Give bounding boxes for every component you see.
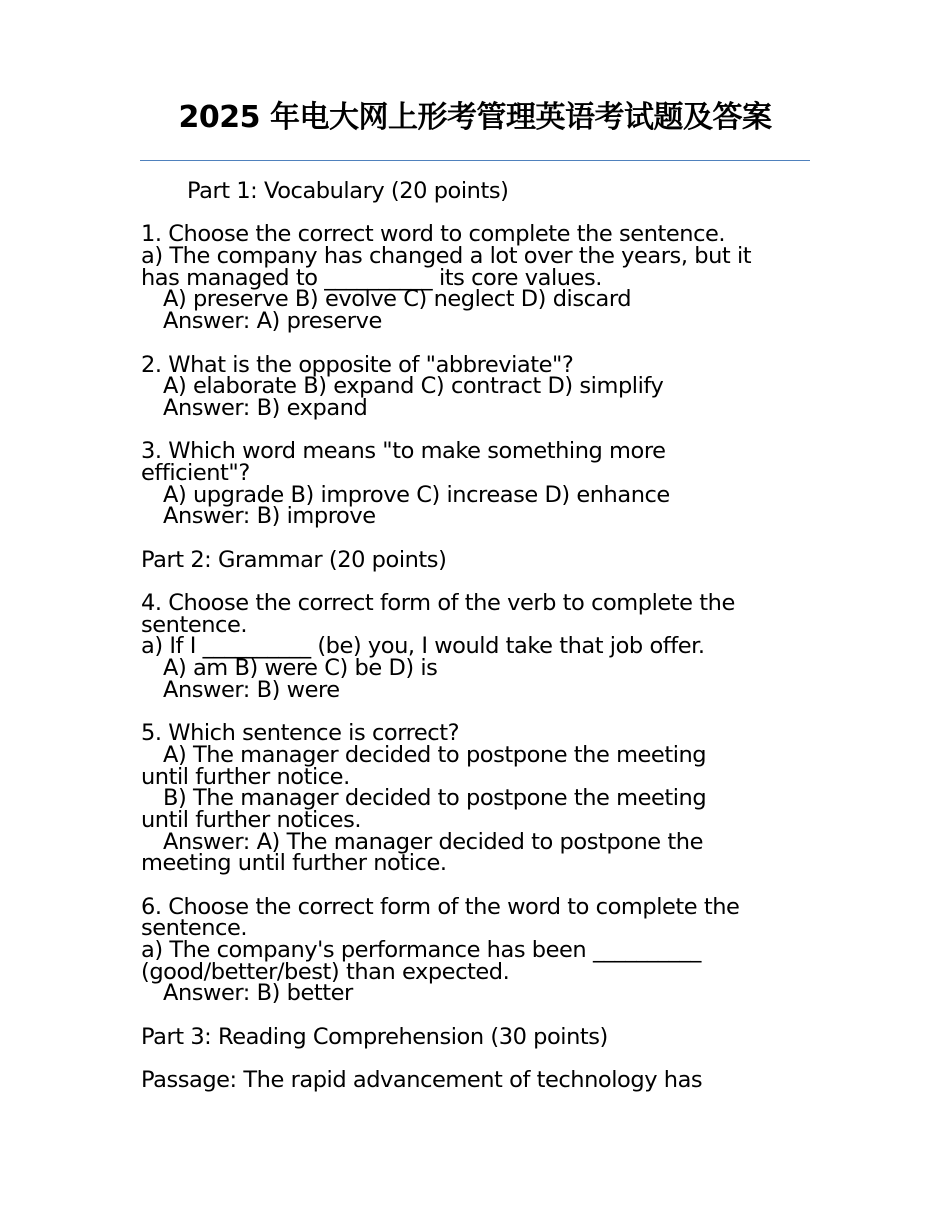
part1-heading: Part 1: Vocabulary (20 points) bbox=[187, 178, 509, 204]
q5-answer-line1: Answer: A) The manager decided to postpone the bbox=[163, 828, 703, 855]
q6-sentence-before: a) The company's performance has been bbox=[141, 937, 593, 964]
part2-heading: Part 2: Grammar (20 points) bbox=[141, 546, 447, 573]
q4-stem-line1: 4. Choose the correct form of the verb to complete the bbox=[141, 590, 735, 617]
q5-stem: 5. Which sentence is correct? bbox=[141, 720, 460, 747]
q1-options: A) preserve B) evolve C) neglect D) discard bbox=[163, 286, 632, 313]
q5-option-b-line1: B) The manager decided to postpone the meeting bbox=[163, 785, 707, 812]
title-underline bbox=[140, 160, 810, 161]
q5-option-a-line1: A) The manager decided to postpone the meeting bbox=[163, 741, 707, 768]
q4-sentence-before: a) If I bbox=[141, 633, 203, 660]
q1-sentence-before: has managed to bbox=[141, 264, 325, 291]
q1-stem: 1. Choose the correct word to complete the sentence. bbox=[141, 221, 726, 248]
q4-stem-line2: sentence. bbox=[141, 611, 248, 638]
document-title: 2025 年电大网上形考管理英语考试题及答案 bbox=[178, 100, 772, 135]
q6-stem-line2: sentence. bbox=[141, 915, 248, 942]
q3-options: A) upgrade B) improve C) increase D) enhance bbox=[163, 481, 670, 508]
q6-answer: Answer: B) better bbox=[163, 980, 353, 1007]
q6-sentence-line2: (good/better/best) than expected. bbox=[141, 958, 510, 985]
q4-sentence-after: (be) you, I would take that job offer. bbox=[310, 633, 705, 660]
q6-blank: __________ bbox=[592, 937, 701, 964]
q1-blank: __________ bbox=[324, 264, 433, 291]
q1-sentence-after: its core values. bbox=[432, 264, 602, 291]
q2-answer: Answer: B) expand bbox=[163, 394, 368, 421]
part3-heading: Part 3: Reading Comprehension (30 points) bbox=[141, 1023, 608, 1050]
q2-options: A) elaborate B) expand C) contract D) simplify bbox=[163, 373, 664, 400]
q1-sentence-line1: a) The company has changed a lot over the years, but it bbox=[141, 243, 752, 270]
q5-option-a-line2: until further notice. bbox=[141, 763, 350, 790]
q5-answer-line2: meeting until further notice. bbox=[141, 850, 447, 877]
q3-stem-line1: 3. Which word means "to make something more bbox=[141, 438, 666, 465]
q4-blank: __________ bbox=[202, 633, 311, 660]
q1-answer: Answer: A) preserve bbox=[163, 308, 382, 335]
q3-stem-line2: efficient"? bbox=[141, 459, 250, 486]
passage-line1: Passage: The rapid advancement of technology has bbox=[141, 1067, 703, 1094]
q2-stem: 2. What is the opposite of "abbreviate"? bbox=[141, 351, 574, 378]
document-body bbox=[141, 178, 813, 1094]
q6-stem-line1: 6. Choose the correct form of the word to complete the bbox=[141, 893, 740, 920]
q4-answer: Answer: B) were bbox=[163, 676, 340, 703]
q3-answer: Answer: B) improve bbox=[163, 503, 376, 530]
q4-options: A) am B) were C) be D) is bbox=[163, 655, 438, 682]
q5-option-b-line2: until further notices. bbox=[141, 806, 362, 833]
